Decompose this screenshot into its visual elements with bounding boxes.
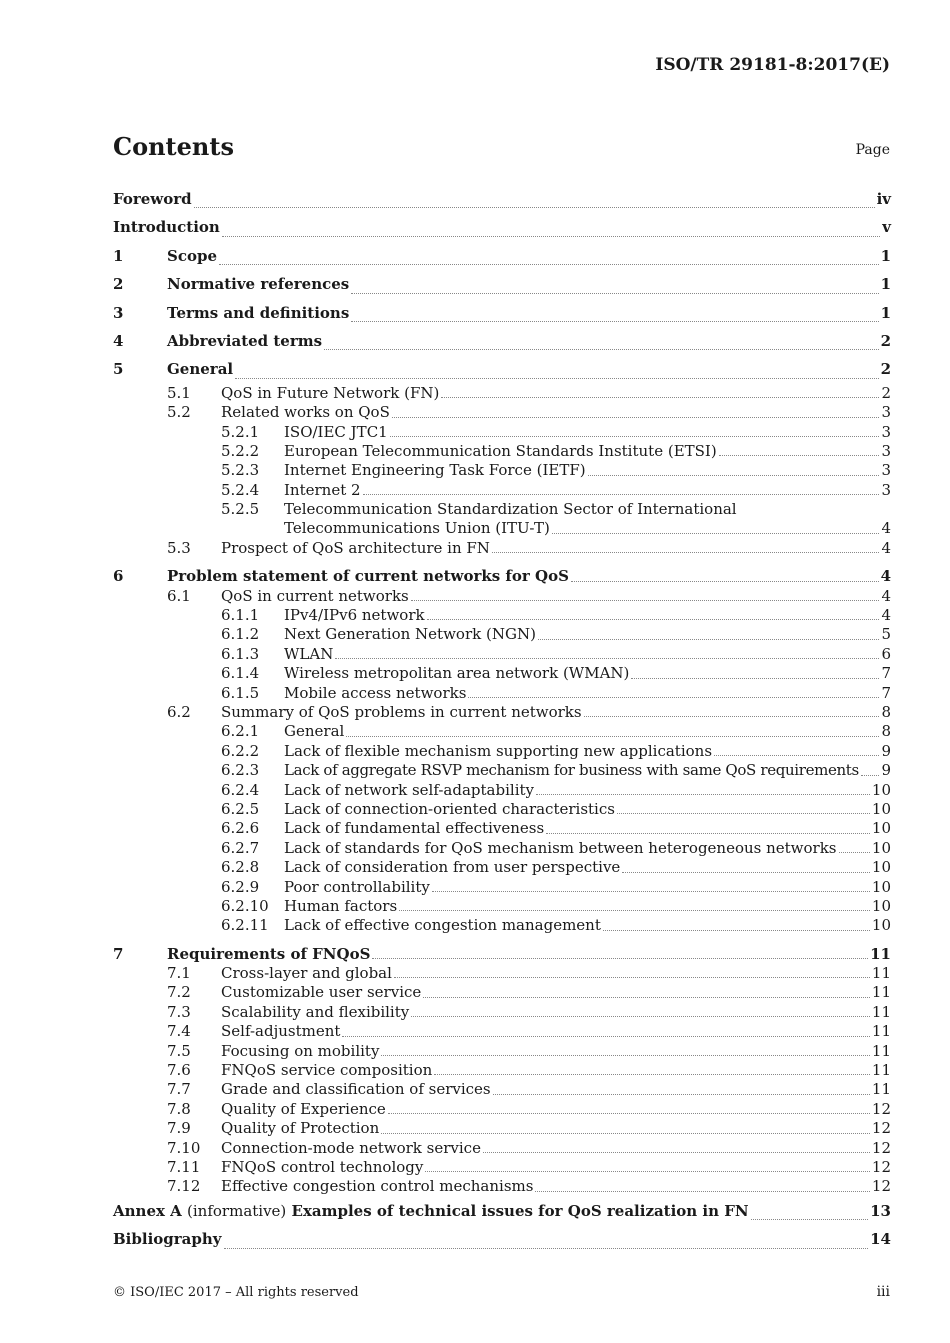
toc-page: v xyxy=(882,218,891,237)
toc-page: 3 xyxy=(881,461,891,480)
toc-page: 10 xyxy=(871,780,891,799)
toc-label: Bibliography xyxy=(113,1230,222,1249)
toc-page: 11 xyxy=(870,944,891,963)
toc-entry-6-2-5[interactable] xyxy=(113,800,891,819)
dot-leader xyxy=(381,1132,870,1134)
toc-number: 6.1.4 xyxy=(221,664,260,683)
dot-leader xyxy=(441,396,879,398)
dot-leader xyxy=(571,580,879,582)
toc-number: 6.1.3 xyxy=(221,644,260,663)
toc-number: 4 xyxy=(113,331,124,350)
toc-entry-6[interactable] xyxy=(113,567,891,586)
toc-entry-6-1-3[interactable] xyxy=(113,645,891,664)
dot-leader xyxy=(411,1015,870,1017)
toc-number: 6.2.4 xyxy=(221,780,260,799)
toc-entry-6-2-2[interactable] xyxy=(113,742,891,761)
toc-label: QoS in Future Network (FN) xyxy=(221,383,440,402)
toc-entry-5-2-5-continued[interactable] xyxy=(113,519,891,538)
toc-entry-5-1[interactable] xyxy=(113,384,891,403)
toc-label: IPv4/IPv6 network xyxy=(284,606,425,625)
dot-leader xyxy=(588,474,880,476)
dot-leader xyxy=(219,263,879,265)
dot-leader xyxy=(423,996,870,998)
toc-label: Cross-layer and global xyxy=(221,964,392,983)
dot-leader xyxy=(434,1073,870,1075)
toc-number: 7.10 xyxy=(167,1138,201,1157)
toc-entry-6-1-1[interactable] xyxy=(113,606,891,625)
toc-label: FNQoS service composition xyxy=(221,1061,433,1080)
toc-entry-7-7[interactable] xyxy=(113,1080,891,1099)
toc-entry-5-3[interactable] xyxy=(113,539,891,558)
toc-entry-7-5[interactable] xyxy=(113,1042,891,1061)
toc-label: Lack of connection-oriented characteristics xyxy=(284,799,615,818)
toc-label: QoS in current networks xyxy=(221,586,409,605)
toc-label: General xyxy=(167,360,234,379)
toc-number: 6.1 xyxy=(167,586,191,605)
toc-label: Prospect of QoS architecture in FN xyxy=(221,538,490,557)
toc-label: Lack of aggregate RSVP mechanism for business with same QoS requirements xyxy=(284,761,859,780)
toc-page: 3 xyxy=(881,403,891,422)
toc-number: 7 xyxy=(113,944,124,963)
toc-label: Requirements of FNQoS xyxy=(167,944,371,963)
toc-page: 12 xyxy=(871,1138,891,1157)
toc-page: 13 xyxy=(870,1201,891,1220)
toc-page: 10 xyxy=(871,838,891,857)
dot-leader xyxy=(538,638,880,640)
copyright-notice: © ISO/IEC 2017 – All rights reserved xyxy=(113,1285,359,1300)
toc-page: 12 xyxy=(871,1119,891,1138)
toc-label: Wireless metropolitan area network (WMAN) xyxy=(284,664,630,683)
toc-label: Introduction xyxy=(113,218,220,237)
toc-page: 1 xyxy=(880,275,891,294)
toc-page: 9 xyxy=(881,741,891,760)
toc-label: Quality of Protection xyxy=(221,1119,380,1138)
toc-page: iv xyxy=(876,190,891,208)
toc-label: WLAN xyxy=(284,644,334,663)
toc-entry-5-2-4[interactable] xyxy=(113,481,891,500)
toc-number: 7.11 xyxy=(167,1157,201,1176)
toc-entry-6-2-4[interactable] xyxy=(113,781,891,800)
dot-leader xyxy=(751,1218,869,1220)
toc-page: 11 xyxy=(871,983,891,1002)
toc-label: Self-adjustment xyxy=(221,1022,341,1041)
toc-label: Effective congestion control mechanisms xyxy=(221,1177,534,1196)
toc-number: 6.2.8 xyxy=(221,858,260,877)
toc-number: 7.7 xyxy=(167,1080,191,1099)
toc-page: 2 xyxy=(880,331,891,350)
toc-page: 4 xyxy=(881,606,891,625)
toc-label: Lack of consideration from user perspective xyxy=(284,858,621,877)
toc-label: Grade and classification of services xyxy=(221,1080,491,1099)
dot-leader xyxy=(432,890,870,892)
toc-page: 2 xyxy=(881,383,891,402)
page-title: Contents xyxy=(113,132,234,161)
toc-number: 7.12 xyxy=(167,1177,201,1196)
toc-entry-5-2-3[interactable] xyxy=(113,461,891,480)
toc-number: 6.1.2 xyxy=(221,625,260,644)
toc-entry-7-3[interactable] xyxy=(113,1003,891,1022)
dot-leader xyxy=(335,657,879,659)
toc-entry-4[interactable] xyxy=(113,327,891,355)
toc-page: 12 xyxy=(871,1099,891,1118)
toc-entry-7-2[interactable] xyxy=(113,983,891,1002)
toc-number: 6.2.11 xyxy=(221,916,269,935)
toc-label: Related works on QoS xyxy=(221,403,390,422)
toc-entry-2[interactable] xyxy=(113,270,891,298)
dot-leader xyxy=(394,976,870,978)
toc-number: 6.2.10 xyxy=(221,896,269,915)
dot-leader xyxy=(411,599,880,601)
dot-leader xyxy=(861,774,880,776)
toc-label: Mobile access networks xyxy=(284,683,467,702)
toc-label: Terms and definitions xyxy=(167,303,350,322)
page-column-label: Page xyxy=(855,142,890,158)
dot-leader xyxy=(536,793,870,795)
toc-entry-foreword[interactable] xyxy=(113,185,891,213)
toc-entry-7-1[interactable] xyxy=(113,964,891,983)
toc-page: 3 xyxy=(881,480,891,499)
toc-label: Connection-mode network service xyxy=(221,1138,481,1157)
page-number: iii xyxy=(876,1284,890,1300)
document-id: ISO/TR 29181-8:2017(E) xyxy=(655,55,890,75)
toc-label: Telecommunications Union (ITU-T) xyxy=(284,519,550,538)
toc-page: 7 xyxy=(881,683,891,702)
dot-leader xyxy=(399,909,870,911)
dot-leader xyxy=(603,929,870,931)
toc-number: 6.2.9 xyxy=(221,877,260,896)
toc-number: 3 xyxy=(113,303,124,322)
toc-number: 6.2.1 xyxy=(221,722,260,741)
dot-leader xyxy=(390,435,880,437)
toc-entry-7-4[interactable] xyxy=(113,1022,891,1041)
toc-page: 11 xyxy=(871,1041,891,1060)
toc-label: ISO/IEC JTC1 xyxy=(284,422,388,441)
toc-page: 9 xyxy=(881,761,891,780)
dot-leader xyxy=(372,957,868,959)
dot-leader xyxy=(493,1093,870,1095)
toc-number: 7.8 xyxy=(167,1099,191,1118)
dot-leader xyxy=(363,493,880,495)
toc-entry-6-1-5[interactable] xyxy=(113,684,891,703)
toc-number: 5.3 xyxy=(167,538,191,557)
dot-leader xyxy=(324,348,878,350)
toc-entry-6-2[interactable] xyxy=(113,703,891,722)
dot-leader xyxy=(714,754,879,756)
toc-page: 11 xyxy=(871,964,891,983)
dot-leader xyxy=(425,1170,870,1172)
toc-page: 4 xyxy=(881,538,891,557)
toc-label: Poor controllability xyxy=(284,877,430,896)
toc-entry-bibliography[interactable] xyxy=(113,1225,891,1253)
toc-label: Internet Engineering Task Force (IETF) xyxy=(284,461,586,480)
dot-leader xyxy=(381,1054,869,1056)
toc-number: 5.2.1 xyxy=(221,422,260,441)
toc-page: 11 xyxy=(871,1002,891,1021)
toc-number: 7.3 xyxy=(167,1002,191,1021)
toc-entry-annex-a[interactable] xyxy=(113,1197,891,1225)
toc-entry-7-6[interactable] xyxy=(113,1061,891,1080)
toc-label: General xyxy=(284,722,345,741)
dot-leader xyxy=(631,677,879,679)
toc-label: European Telecommunication Standards Institute (ETSI) xyxy=(284,441,717,460)
dot-leader xyxy=(584,715,880,717)
toc-entry-1[interactable] xyxy=(113,242,891,270)
toc-label: Internet 2 xyxy=(284,480,361,499)
toc-number: 5 xyxy=(113,360,124,379)
dot-leader xyxy=(388,1112,870,1114)
toc-page: 8 xyxy=(881,722,891,741)
toc-number: 6.1.5 xyxy=(221,683,260,702)
toc-entry-7-9[interactable] xyxy=(113,1119,891,1138)
toc-label: Problem statement of current networks for QoS xyxy=(167,567,569,586)
toc-page: 10 xyxy=(871,896,891,915)
toc-entry-6-2-7[interactable] xyxy=(113,839,891,858)
toc-label: Lack of standards for QoS mechanism between heterogeneous networks xyxy=(284,838,837,857)
toc-label: Next Generation Network (NGN) xyxy=(284,625,536,644)
toc-page: 11 xyxy=(871,1061,891,1080)
toc-number: 1 xyxy=(113,246,124,265)
dot-leader xyxy=(535,1190,869,1192)
toc-page: 4 xyxy=(880,567,891,586)
toc-number: 6.2.6 xyxy=(221,819,260,838)
toc-page: 4 xyxy=(881,586,891,605)
toc-number: 6.2.2 xyxy=(221,741,260,760)
toc-label: FNQoS control technology xyxy=(221,1157,424,1176)
toc-number: 5.2.5 xyxy=(221,500,260,519)
toc-number: 6.2.3 xyxy=(221,761,260,780)
toc-number: 6 xyxy=(113,567,124,586)
dot-leader xyxy=(622,871,870,873)
toc-number: 7.9 xyxy=(167,1119,191,1138)
toc-label: Abbreviated terms xyxy=(167,331,323,350)
toc-number: 7.4 xyxy=(167,1022,191,1041)
toc-page: 12 xyxy=(871,1177,891,1196)
toc-label: Telecommunication Standardization Sector of International xyxy=(284,500,737,519)
toc-entry-5[interactable] xyxy=(113,355,891,383)
toc-page: 12 xyxy=(871,1157,891,1176)
toc-label: Customizable user service xyxy=(221,983,422,1002)
toc-page: 5 xyxy=(881,625,891,644)
toc-entry-5-2[interactable] xyxy=(113,403,891,422)
toc-entry-7-8[interactable] xyxy=(113,1100,891,1119)
toc-entry-introduction[interactable] xyxy=(113,213,891,241)
toc-number: 7.1 xyxy=(167,964,191,983)
toc-entry-6-2-6[interactable] xyxy=(113,819,891,838)
toc-label: Quality of Experience xyxy=(221,1099,386,1118)
table-of-contents xyxy=(113,185,891,1254)
toc-number: 5.1 xyxy=(167,383,191,402)
toc-page: 14 xyxy=(870,1230,891,1249)
toc-entry-6-2-11[interactable] xyxy=(113,916,891,935)
toc-entry-7-12[interactable] xyxy=(113,1177,891,1196)
toc-entry-6-2-9[interactable] xyxy=(113,878,891,897)
toc-page: 4 xyxy=(881,519,891,538)
toc-entry-3[interactable] xyxy=(113,299,891,327)
toc-number: 6.2.5 xyxy=(221,799,260,818)
toc-entry-5-2-5[interactable] xyxy=(113,500,891,519)
toc-number: 7.6 xyxy=(167,1061,191,1080)
dot-leader xyxy=(351,292,878,294)
dot-leader xyxy=(483,1151,870,1153)
toc-number: 5.2.4 xyxy=(221,480,260,499)
toc-page: 11 xyxy=(871,1022,891,1041)
dot-leader xyxy=(468,696,879,698)
toc-number: 5.2.3 xyxy=(221,461,260,480)
toc-number: 6.2 xyxy=(167,702,191,721)
toc-number: 7.2 xyxy=(167,983,191,1002)
toc-entry-6-2-8[interactable] xyxy=(113,858,891,877)
toc-entry-6-1-4[interactable] xyxy=(113,664,891,683)
toc-entry-6-2-1[interactable] xyxy=(113,722,891,741)
toc-entry-6-2-10[interactable] xyxy=(113,897,891,916)
toc-number: 6.2.7 xyxy=(221,838,260,857)
toc-page: 1 xyxy=(880,246,891,265)
toc-label: Lack of effective congestion management xyxy=(284,916,601,935)
toc-number: 7.5 xyxy=(167,1041,191,1060)
dot-leader xyxy=(617,812,870,814)
toc-entry-7-11[interactable] xyxy=(113,1158,891,1177)
toc-label: Lack of fundamental effectiveness xyxy=(284,819,545,838)
dot-leader xyxy=(235,377,878,379)
toc-number: 5.2 xyxy=(167,403,191,422)
toc-page: 7 xyxy=(881,664,891,683)
toc-label: Focusing on mobility xyxy=(221,1041,380,1060)
dot-leader xyxy=(346,735,879,737)
dot-leader xyxy=(222,235,880,237)
toc-page: 1 xyxy=(880,303,891,322)
toc-page: 10 xyxy=(871,916,891,935)
toc-entry-6-2-3[interactable] xyxy=(113,761,891,780)
toc-entry-7-10[interactable] xyxy=(113,1139,891,1158)
toc-entry-5-2-1[interactable] xyxy=(113,423,891,442)
toc-label: Summary of QoS problems in current networks xyxy=(221,702,582,721)
toc-page: 11 xyxy=(871,1080,891,1099)
dot-leader xyxy=(546,832,870,834)
toc-number: 2 xyxy=(113,275,124,294)
dot-leader xyxy=(224,1247,869,1249)
toc-page: 3 xyxy=(881,422,891,441)
toc-number: 5.2.2 xyxy=(221,441,260,460)
dot-leader xyxy=(342,1035,869,1037)
toc-page: 2 xyxy=(880,360,891,379)
toc-label: Scope xyxy=(167,246,218,265)
dot-leader xyxy=(351,320,878,322)
dot-leader xyxy=(194,206,875,208)
toc-label: Lack of network self-adaptability xyxy=(284,780,534,799)
toc-page: 10 xyxy=(871,819,891,838)
toc-entry-7[interactable] xyxy=(113,945,891,964)
annex-title: Examples of technical issues for QoS realization in FN xyxy=(291,1201,749,1220)
dot-leader xyxy=(719,454,880,456)
dot-leader xyxy=(839,851,870,853)
toc-entry-6-1-2[interactable] xyxy=(113,625,891,644)
toc-label: Lack of flexible mechanism supporting new applications xyxy=(284,741,713,760)
dot-leader xyxy=(552,532,880,534)
toc-label-annex xyxy=(113,1197,749,1225)
toc-page: 3 xyxy=(881,441,891,460)
dot-leader xyxy=(492,551,880,553)
toc-number: 6.1.1 xyxy=(221,606,260,625)
toc-page: 10 xyxy=(871,858,891,877)
toc-label: Human factors xyxy=(284,896,398,915)
toc-page: 10 xyxy=(871,877,891,896)
toc-page: 8 xyxy=(881,702,891,721)
annex-prefix: Annex A xyxy=(113,1201,182,1220)
toc-entry-5-2-2[interactable] xyxy=(113,442,891,461)
dot-leader xyxy=(427,618,880,620)
toc-label: Normative references xyxy=(167,275,350,294)
toc-label: Scalability and flexibility xyxy=(221,1002,410,1021)
toc-label: Foreword xyxy=(113,190,192,208)
dot-leader xyxy=(392,416,880,418)
toc-page: 10 xyxy=(871,799,891,818)
toc-page: 6 xyxy=(881,644,891,663)
toc-entry-6-1[interactable] xyxy=(113,587,891,606)
annex-note: (informative) xyxy=(187,1201,287,1220)
